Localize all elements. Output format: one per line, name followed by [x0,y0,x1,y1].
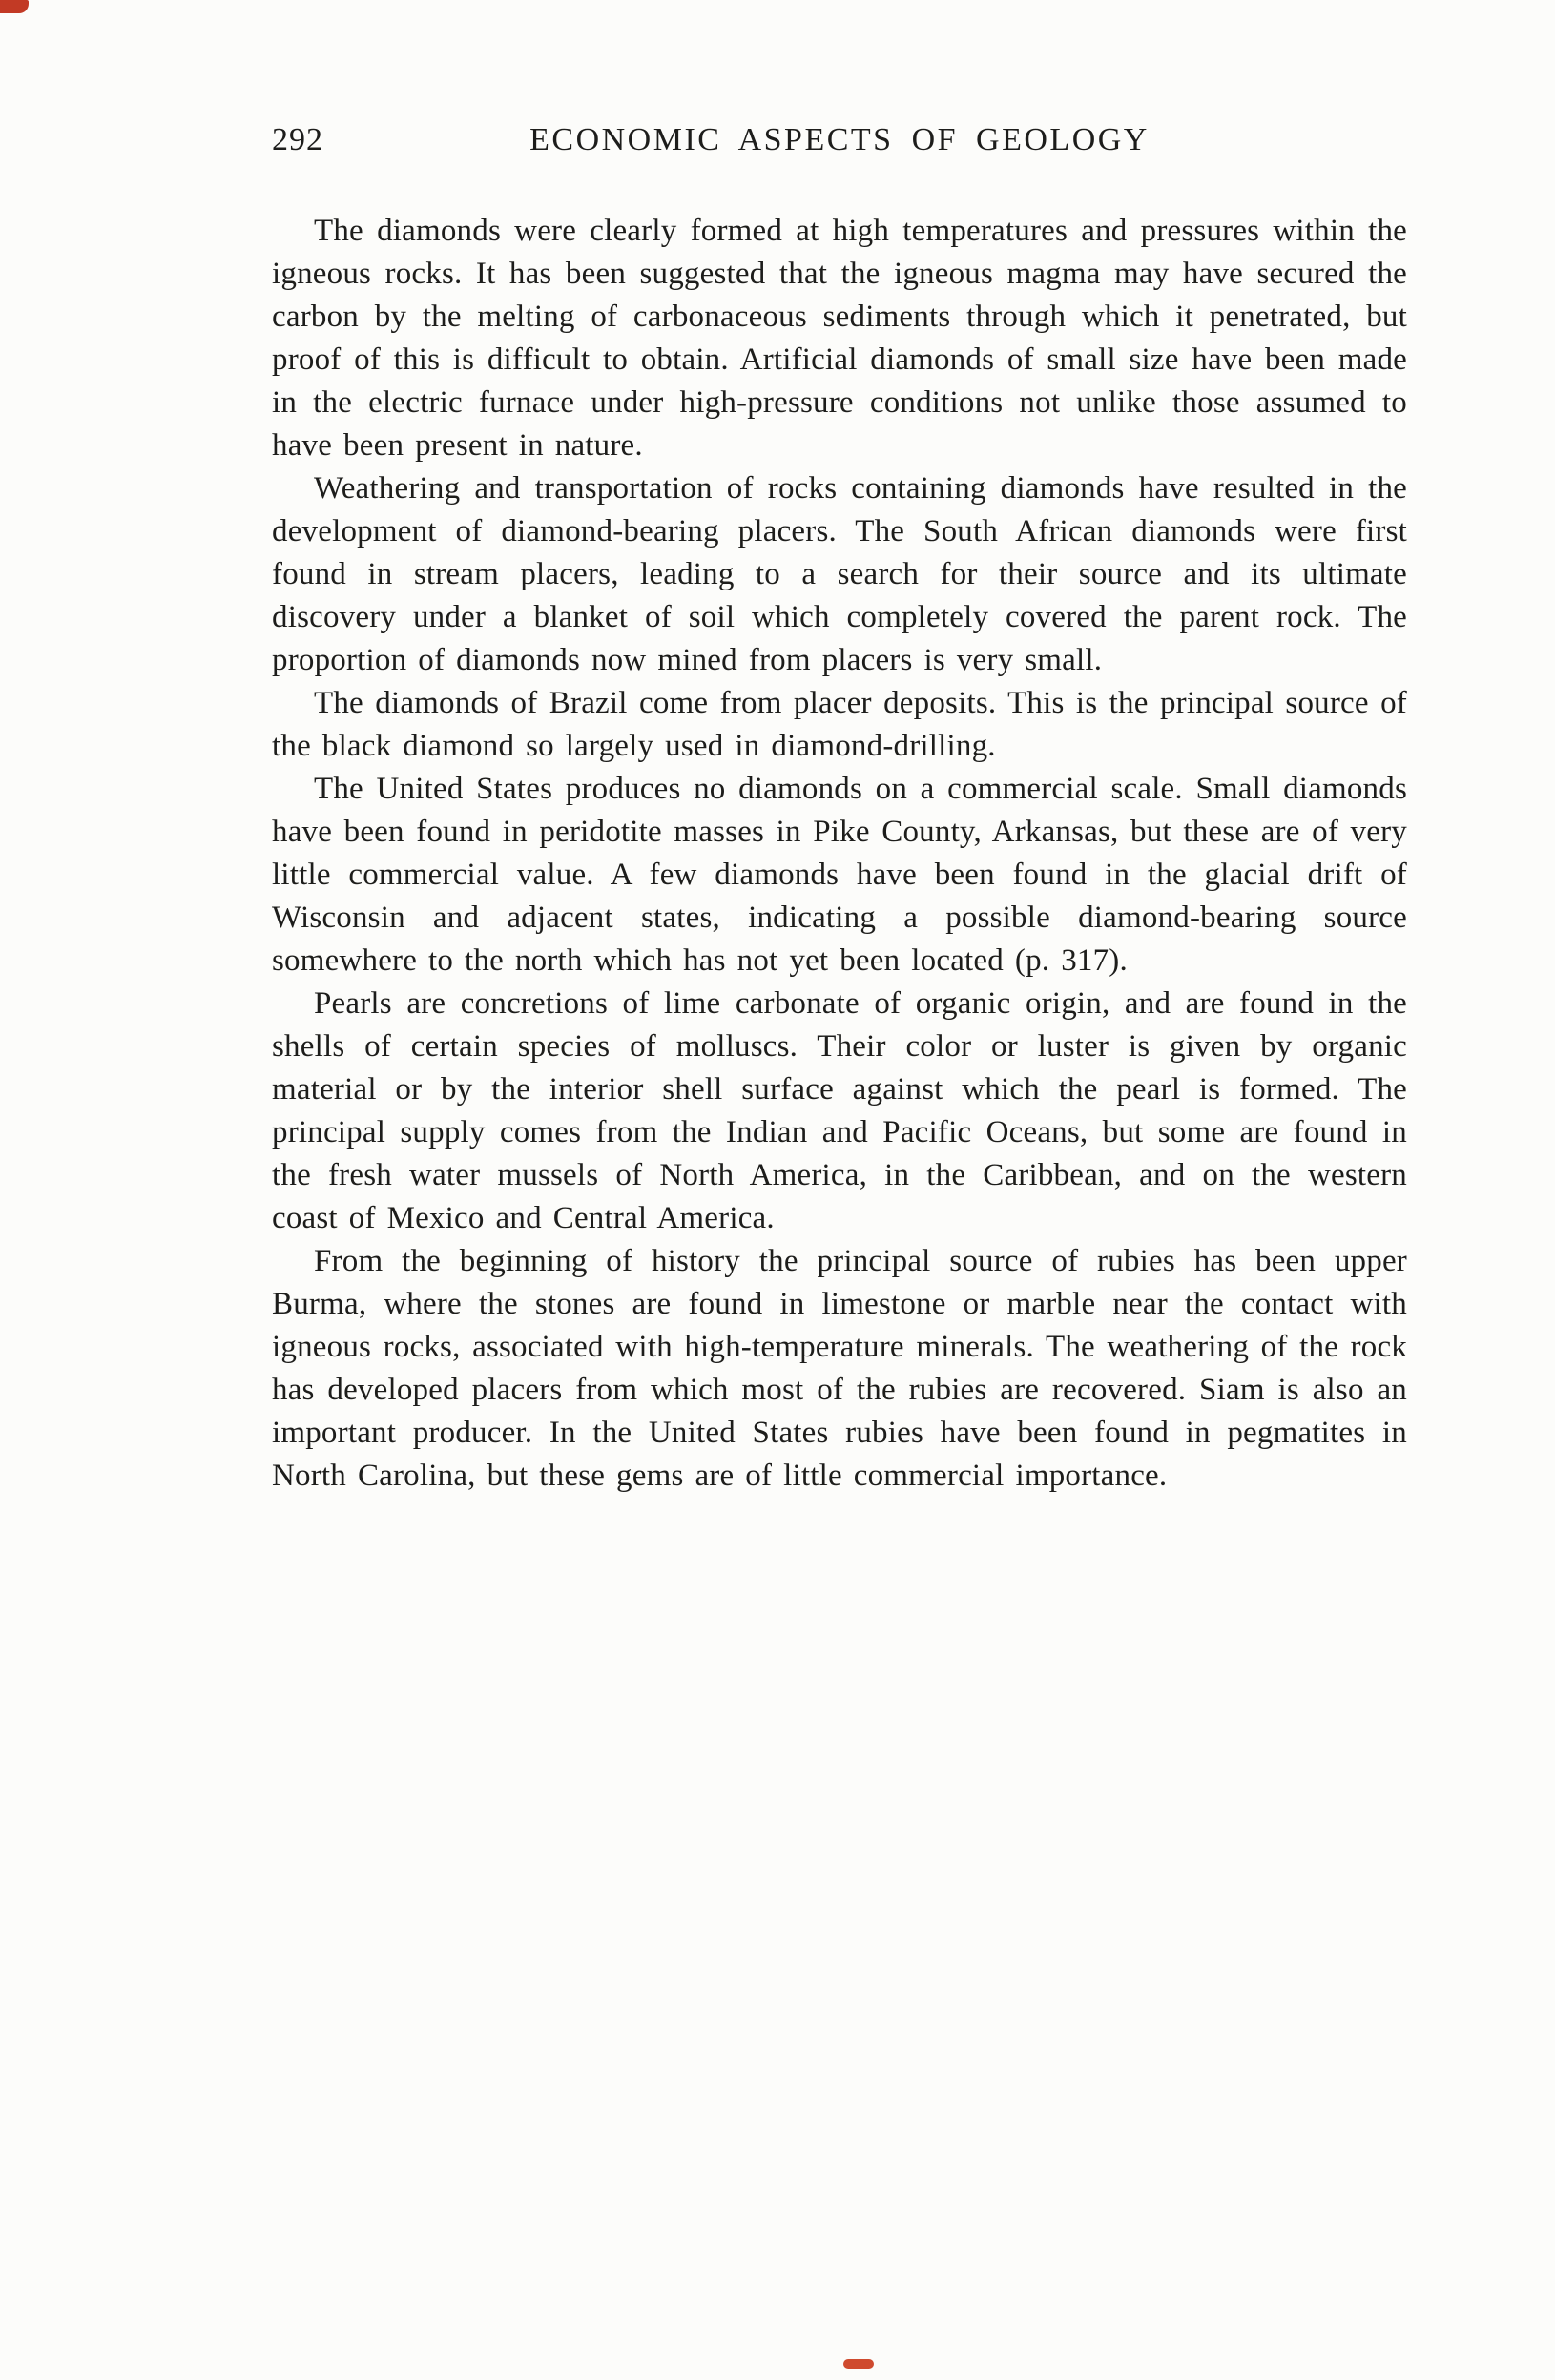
running-header [272,122,1407,172]
paragraph-rubies: From the beginning of history the principal source of rubies has been upper Burma, where the stones are found in limestone or marble near the contact with igneous rocks, associated with high-temperature minerals. The weathering of the rock has developed placers from which most of the rubies are recovered. Siam is also an important producer. In the United States rubies have been found in pegmatites in North Carolina, but these gems are of little commercial importance. [272,1244,1407,1493]
paragraph-united-states-diamonds: The United States produces no diamonds on a commercial scale. Small diamonds have been found in peridotite masses in Pike County, Arkansas, but these are of very little commercial value. A few diamonds have been found in the glacial drift of Wisconsin and adjacent states, indicating a possible diamond-bearing source somewhere to the north which has not yet been located (p. 317). [272,772,1407,978]
paragraph-diamond-formation: The diamonds were clearly formed at high temperatures and pressures within the igneous rocks. It has been suggested that the igneous magma may have secured the carbon by the melting of carbonaceous sediments through which it penetrated, but proof of this is difficult to obtain. Artificial diamonds of small size have been made in the electric furnace under high-pressure conditions not unlike those assumed to have been present in nature. [272,214,1407,463]
page-content [272,122,1407,1498]
paragraph-brazil-diamonds: The diamonds of Brazil come from placer deposits. This is the principal source of the black diamond so largely used in diamond-drilling. [272,686,1407,763]
body-text [272,210,1407,1498]
scan-artifact-top-left [0,0,29,13]
paragraph-diamond-placers: Weathering and transportation of rocks containing diamonds have resulted in the development of diamond-bearing placers. The South African diamonds were first found in stream placers, leading to a search for their source and its ultimate discovery under a blanket of soil which completely covered the parent rock. The proportion of diamonds now mined from placers is very small. [272,471,1407,677]
paragraph-pearls: Pearls are concretions of lime carbonate of organic origin, and are found in the shells of certain species of molluscs. Their color or luster is given by organic material or by the interior shell surface against which the pearl is formed. The principal supply comes from the Indian and Pacific Oceans, but some are found in the fresh water mussels of North America, in the Caribbean, and on the western coast of Mexico and Central America. [272,986,1407,1235]
header-title: ECONOMIC ASPECTS OF GEOLOGY [529,122,1150,157]
page-number: 292 [272,122,323,157]
scan-artifact-bottom [843,2359,874,2369]
